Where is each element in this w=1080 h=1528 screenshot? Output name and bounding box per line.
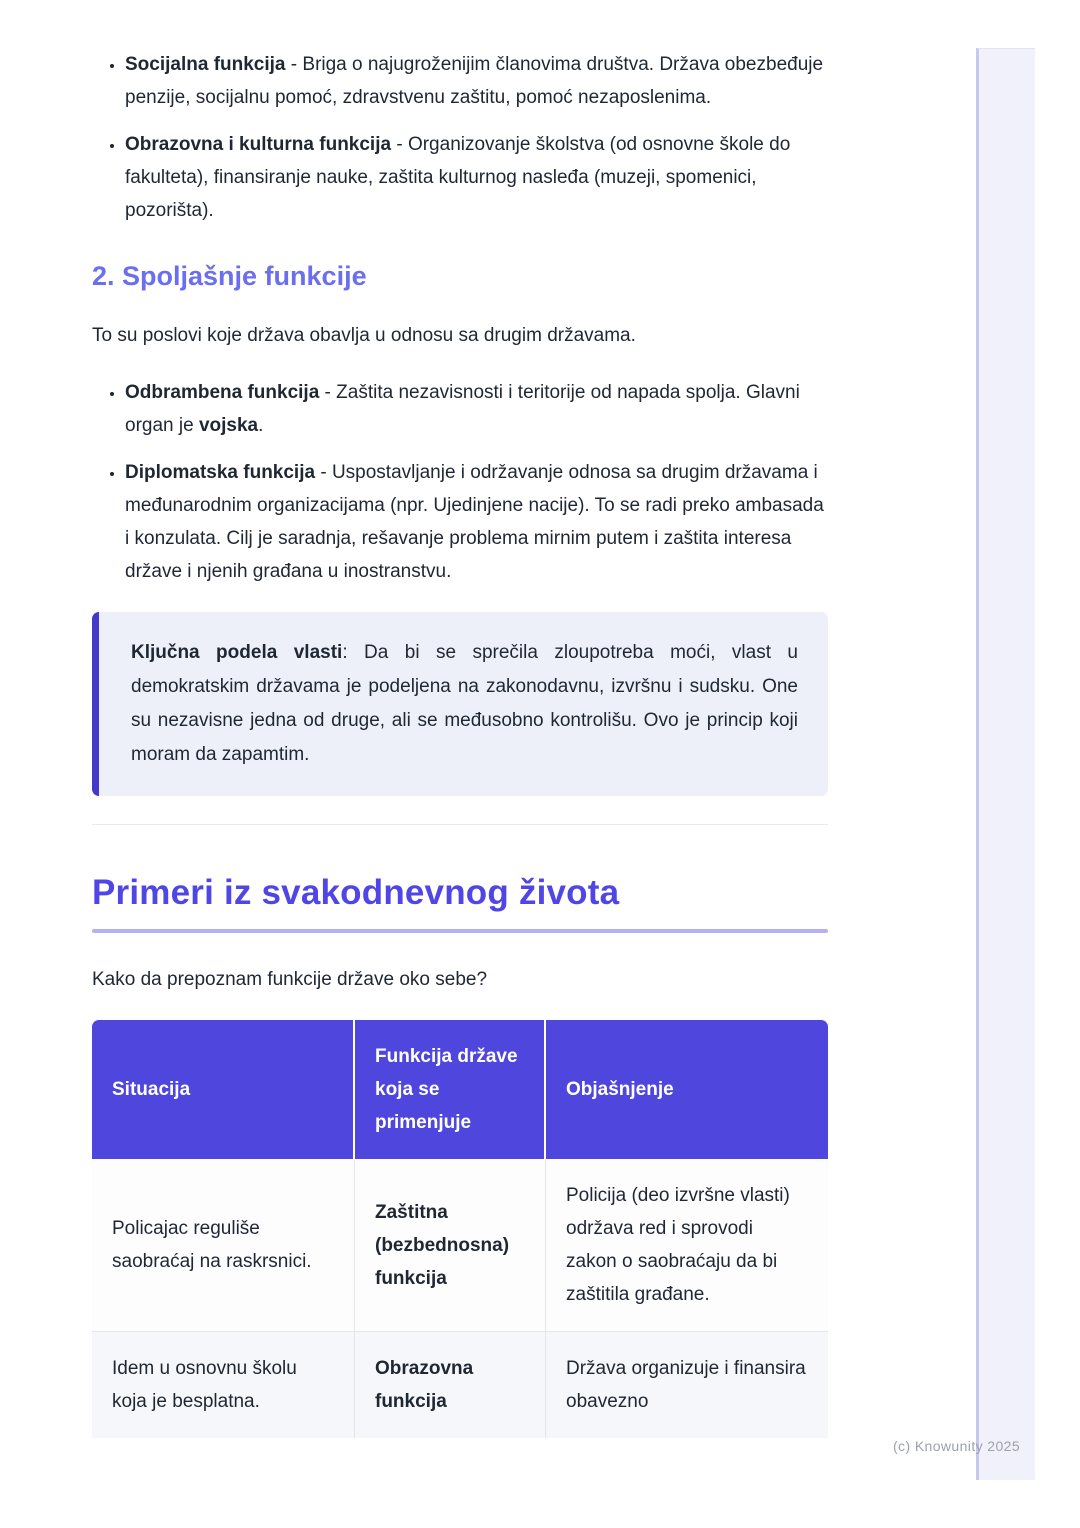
dash-text: - (319, 382, 337, 403)
table-cell-situation (92, 1159, 355, 1332)
examples-question: Kako da prepoznam funkcije države oko sebe? (92, 969, 488, 990)
watermark: (c) Knowunity 2025 (893, 1438, 1021, 1454)
header-label: Objašnjenje (566, 1079, 674, 1100)
table-cell-function (355, 1332, 546, 1438)
key-note-callout (92, 612, 828, 796)
next-page-edge (976, 48, 1035, 1480)
description-text: Briga o najugroženijim članovima društva. Država obezbeđuje penzije, socijalnu pomoć, zdravstvenu zaštitu, pomoć nezaposlenima. (125, 54, 824, 108)
list-item-socijalna-funkcija (125, 48, 828, 114)
description-text: Organizovanje školstva (od osnovne škole do fakulteta), finansiranje nauke, zaštita kulturnog nasleđa (muzeji, spomenici, pozorišta). (125, 134, 791, 221)
external-functions-list (92, 376, 828, 588)
cell-text: Policajac reguliše saobraćaj na raskrsnici. (112, 1218, 312, 1272)
dash-text: - (285, 54, 303, 75)
document-content (92, 0, 828, 1438)
table-header-situacija (92, 1020, 355, 1159)
table-header-objasnjenje (546, 1020, 828, 1159)
list-item-diplomatska-funkcija (125, 456, 828, 588)
period-text: . (258, 415, 264, 436)
title-underline (92, 929, 828, 933)
term-text: Obrazovna i kulturna funkcija (125, 134, 392, 155)
cell-text: Policija (deo izvršne vlasti) održava red i sprovodi zakon o saobraćaju da bi zaštitila građane. (566, 1185, 790, 1305)
section-heading-spoljasnje-funkcije: 2. Spoljašnje funkcije (92, 261, 367, 291)
table-header-funkcija (355, 1020, 546, 1159)
cell-text: Idem u osnovnu školu koja je besplatna. (112, 1358, 297, 1412)
examples-table (92, 1020, 828, 1438)
table-cell-situation (92, 1332, 355, 1438)
page-title: Primeri iz svakodnevnog života (92, 873, 620, 912)
callout-paragraph (131, 636, 798, 772)
header-label: Funkcija države koja se primenjuje (375, 1046, 518, 1133)
internal-functions-list (92, 48, 828, 227)
callout-colon: : (342, 642, 365, 663)
term-text: Socijalna funkcija (125, 54, 286, 75)
list-item-odbrambena-funkcija (125, 376, 828, 442)
table-cell-function (355, 1159, 546, 1332)
description-text: Zaštita nezavisnosti i teritorije od napada spolja. Glavni organ je (125, 382, 800, 436)
list-item-obrazovna-kulturna-funkcija (125, 128, 828, 227)
bold-word: vojska (198, 415, 259, 436)
callout-lead-text: Ključna podela vlasti (131, 642, 343, 663)
cell-text: Država organizuje i finansira obavezno (566, 1358, 806, 1412)
dash-text: - (391, 134, 408, 155)
section-divider (92, 824, 828, 825)
cell-text: Zaštitna (bezbednosna) funkcija (375, 1201, 510, 1289)
table-cell-explanation (546, 1159, 828, 1332)
description-text: Uspostavljanje i održavanje odnosa sa drugim državama i međunarodnim organizacijama (npr. Ujedinjene nacije). To se radi preko ambasada i konzulata. Cilj je saradnja, rešavanje problema mirnim putem i zaštita interesa države i njenih građana u inostranstvu. (125, 462, 824, 582)
term-text: Diplomatska funkcija (125, 462, 316, 483)
callout-body-text: Da bi se sprečila zloupotreba moći, vlast u demokratskim državama je podeljena na zakonodavnu, izvršnu i sudsku. One su nezavisne jedna od druge, ali se međusobno kontrolišu. Ovo je princip koji moram da zapamtim. (131, 642, 799, 765)
table-cell-explanation (546, 1332, 828, 1438)
term-text: Odbrambena funkcija (125, 382, 320, 403)
cell-text: Obrazovna funkcija (375, 1358, 474, 1412)
header-label: Situacija (112, 1079, 191, 1100)
dash-text: - (315, 462, 332, 483)
section-intro-paragraph: To su poslovi koje država obavlja u odnosu sa drugim državama. (92, 325, 636, 346)
